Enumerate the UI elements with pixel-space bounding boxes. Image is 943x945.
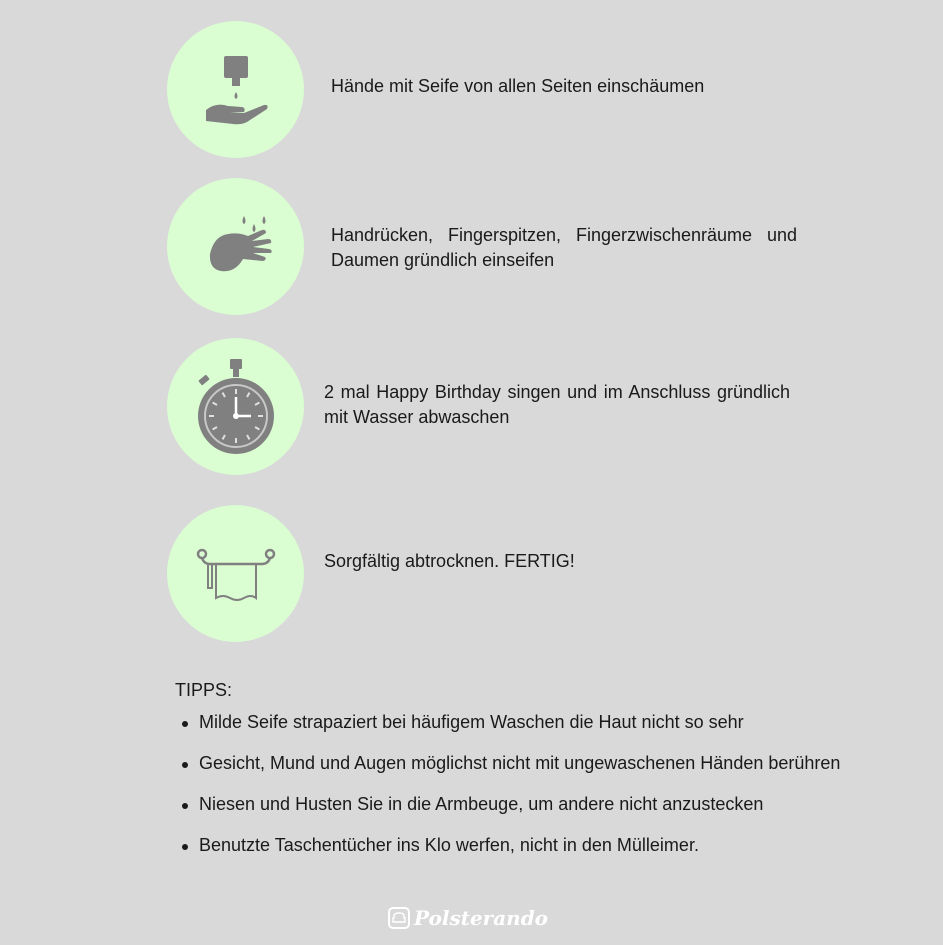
logo-text: Polsterando (414, 906, 549, 930)
tips-title: TIPPS: (175, 680, 233, 700)
stopwatch-icon (191, 357, 281, 457)
step-4-circle (167, 505, 304, 642)
tips-list (175, 710, 840, 874)
tip-item: Benutzte Taschentücher ins Klo werfen, nicht in den Mülleimer. (175, 833, 840, 874)
sofa-icon (388, 907, 410, 929)
step-2-text: Handrücken, Fingerspitzen, Fingerzwischenräume und Daumen gründlich einseifen (331, 225, 797, 270)
step-3-text: 2 mal Happy Birthday singen und im Anschluss gründlich mit Wasser abwaschen (324, 382, 790, 427)
step-2-circle (167, 178, 304, 315)
tip-item: Niesen und Husten Sie in die Armbeuge, um andere nicht anzustecken (175, 792, 840, 833)
towel-rack-icon (194, 544, 278, 604)
step-1-circle (167, 21, 304, 158)
step-3-circle (167, 338, 304, 475)
washing-hands-icon (196, 202, 276, 292)
step-1-text: Hände mit Seife von allen Seiten einschäumen (331, 76, 705, 96)
tip-item: Gesicht, Mund und Augen möglichst nicht mit ungewaschenen Händen berühren (175, 751, 840, 792)
soap-dispenser-hand-icon (201, 50, 271, 130)
tip-item: Milde Seife strapaziert bei häufigem Waschen die Haut nicht so sehr (175, 710, 840, 751)
polsterando-logo (388, 906, 548, 930)
step-4-text: Sorgfältig abtrocknen. FERTIG! (324, 551, 575, 571)
